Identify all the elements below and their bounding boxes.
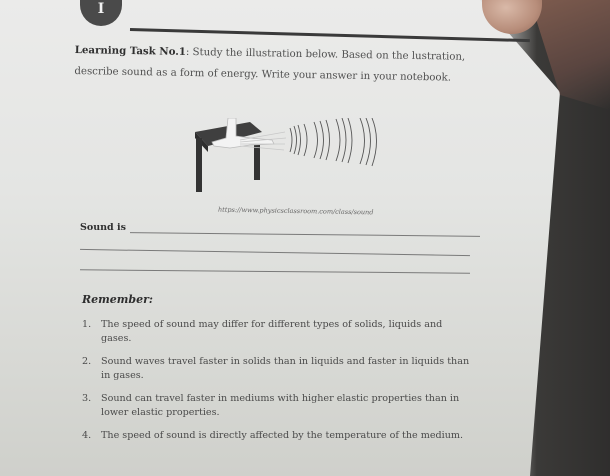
task-instruction-line2: describe sound as a form of energy. Write your answer in your notebook. [74, 65, 452, 84]
list-item-text: The speed of sound is directly affected by the temperature of the medium. [101, 430, 464, 441]
list-item-text: Sound waves travel faster in solids than in liquids and faster in liquids than in gases. [101, 356, 470, 381]
list-item-number: 2. [82, 356, 92, 367]
task-instructions [74, 40, 515, 90]
section-badge-label: I [97, 1, 105, 17]
sound-wave-illustration [190, 118, 390, 198]
answer-prompt: Sound is [80, 222, 126, 233]
list-item [82, 429, 472, 443]
remember-heading: Remember: [82, 293, 153, 306]
image-credit: https://www.physicsclassroom.com/class/sound [217, 205, 374, 217]
sound-waves-icon [290, 118, 377, 166]
list-item-text: The speed of sound may differ for different types of solids, liquids and gases. [101, 319, 443, 344]
list-item-number: 3. [82, 393, 92, 404]
list-item [82, 392, 472, 420]
list-item [82, 318, 472, 346]
task-instruction-line1: : Study the illustration below. Based on the lustration, [185, 46, 466, 63]
remember-list [82, 318, 472, 452]
list-item [82, 355, 472, 383]
list-item-text: Sound can travel faster in mediums with higher elastic properties than in lower elastic properties. [101, 393, 460, 418]
task-label: Learning Task No.1 [74, 43, 186, 58]
list-item-number: 1. [82, 319, 92, 330]
list-item-number: 4. [82, 430, 92, 441]
